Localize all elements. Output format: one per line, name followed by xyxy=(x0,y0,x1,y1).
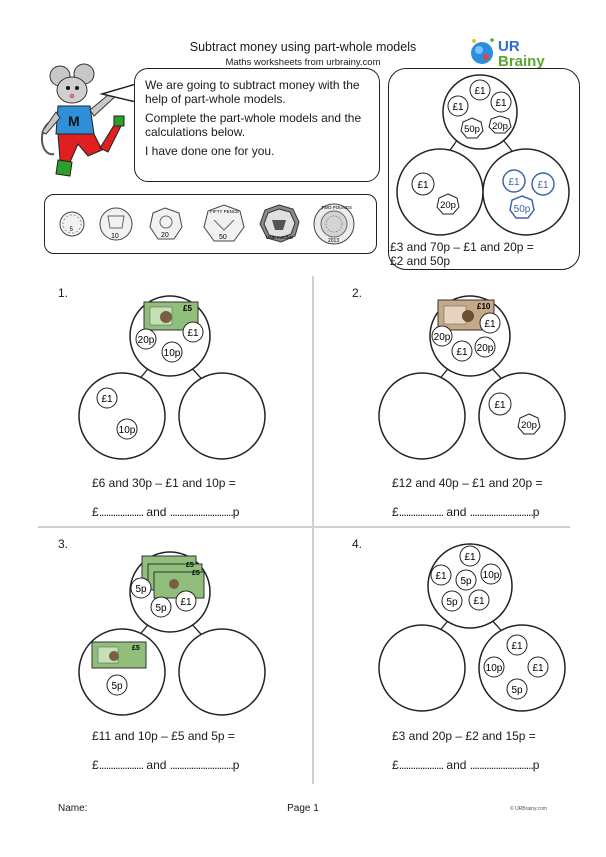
answer-line[interactable]: £................... and ...........................p xyxy=(92,758,240,772)
svg-text:£1: £1 xyxy=(101,394,113,405)
part-whole-model-q1 xyxy=(70,292,270,462)
coin xyxy=(470,80,490,100)
svg-text:£1: £1 xyxy=(484,319,496,330)
svg-text:£1: £1 xyxy=(187,328,199,339)
coin xyxy=(491,92,511,112)
coin xyxy=(456,570,476,590)
svg-text:£5: £5 xyxy=(132,645,140,652)
page-number: Page 1 xyxy=(287,803,319,814)
grid-divider-horizontal xyxy=(38,526,570,528)
answer-line[interactable]: £................... and ...........................p xyxy=(392,758,540,772)
speech-bubble xyxy=(134,68,380,182)
fifty-pence-coin xyxy=(204,205,244,241)
coin-year: 2013 xyxy=(328,238,340,244)
coin-label: TWO POUNDS xyxy=(321,205,352,210)
intro-text xyxy=(145,78,375,163)
coin xyxy=(507,679,527,699)
equation: £3 and 20p – £2 and 15p = xyxy=(392,729,536,743)
coin xyxy=(489,116,511,133)
svg-text:5p: 5p xyxy=(446,597,458,608)
coin xyxy=(510,196,534,218)
coin xyxy=(518,414,540,434)
coin xyxy=(151,597,171,617)
equation: £6 and 30p – £1 and 10p = xyxy=(92,476,236,490)
svg-text:£1: £1 xyxy=(473,596,485,607)
svg-text:£1: £1 xyxy=(464,552,476,563)
coin xyxy=(131,578,151,598)
answer-line[interactable]: £................... and ...........................p xyxy=(392,505,540,519)
example-part-whole-model xyxy=(388,68,580,238)
svg-text:£1: £1 xyxy=(537,180,549,191)
answer-line[interactable]: £................... and ...........................p xyxy=(92,505,240,519)
svg-text:5p: 5p xyxy=(111,681,123,692)
logo-text-bottom: Brainy xyxy=(498,53,545,70)
two-pound-coin xyxy=(314,204,354,244)
part-circle-left[interactable] xyxy=(379,625,465,711)
coin-label: 10 xyxy=(111,233,119,240)
question-number: 1. xyxy=(58,286,69,300)
question-number: 4. xyxy=(352,537,363,551)
svg-text:20p: 20p xyxy=(440,200,456,211)
svg-text:20p: 20p xyxy=(433,332,451,343)
svg-text:£1: £1 xyxy=(452,102,464,113)
part-circle-left[interactable] xyxy=(379,373,465,459)
logo-text-top: UR xyxy=(498,38,520,55)
coin-label: 5 xyxy=(69,227,73,233)
coin xyxy=(460,546,480,566)
banknote xyxy=(92,642,146,668)
coin xyxy=(461,118,483,138)
svg-text:20p: 20p xyxy=(521,420,537,431)
part-circle-left xyxy=(397,149,483,235)
svg-text:50p: 50p xyxy=(513,204,531,215)
coin xyxy=(107,675,127,695)
coin xyxy=(481,564,501,584)
coin xyxy=(489,393,511,415)
question-number: 2. xyxy=(352,286,363,300)
coin xyxy=(176,591,196,611)
svg-text:£10: £10 xyxy=(477,302,491,311)
coin xyxy=(117,419,137,439)
coin-label: ONE POUND xyxy=(266,235,294,240)
svg-text:10p: 10p xyxy=(163,348,181,359)
globe-icon xyxy=(471,42,493,64)
coin xyxy=(162,342,182,362)
svg-text:20p: 20p xyxy=(492,121,508,132)
svg-text:£1: £1 xyxy=(435,571,447,582)
coin-reference-strip xyxy=(44,194,377,254)
svg-text:£1: £1 xyxy=(417,180,429,191)
svg-text:5p: 5p xyxy=(511,685,523,696)
svg-text:50p: 50p xyxy=(464,124,480,135)
copyright: © URBrainy.com xyxy=(510,806,547,812)
coin xyxy=(452,341,472,361)
question-number: 3. xyxy=(58,537,69,551)
coin xyxy=(183,322,203,342)
svg-text:10p: 10p xyxy=(482,570,500,581)
part-circle-left[interactable] xyxy=(79,373,165,459)
svg-text:£1: £1 xyxy=(456,347,468,358)
page-title: Subtract money using part-whole models xyxy=(189,40,417,54)
svg-text:£1: £1 xyxy=(474,86,486,97)
coin xyxy=(528,657,548,677)
page-subtitle: Maths worksheets from urbrainy.com xyxy=(225,57,381,68)
one-pound-coin xyxy=(260,205,299,242)
urbrainy-logo xyxy=(468,33,568,71)
coin-top-text: FIFTY PENCE xyxy=(210,209,240,214)
part-circle-right[interactable] xyxy=(179,373,265,459)
coin xyxy=(97,388,117,408)
coin xyxy=(442,591,462,611)
equation: £11 and 10p – £5 and 5p = xyxy=(92,729,235,743)
svg-text:£5: £5 xyxy=(183,304,192,313)
mascot-shirt-letter: M xyxy=(68,113,80,129)
coin xyxy=(532,173,554,195)
intro-line: Complete the part-whole models and the calculations below. xyxy=(145,111,362,139)
coin xyxy=(448,96,468,116)
svg-text:£1: £1 xyxy=(532,663,544,674)
coin xyxy=(503,170,525,192)
svg-text:£1: £1 xyxy=(495,98,507,109)
coin xyxy=(484,657,504,677)
part-circle-right[interactable] xyxy=(179,629,265,715)
svg-text:5p: 5p xyxy=(460,576,472,587)
coin xyxy=(412,173,434,195)
svg-text:5p: 5p xyxy=(155,603,167,614)
five-pence-coin xyxy=(60,212,84,236)
part-whole-model-q4 xyxy=(370,540,570,715)
intro-line: I have done one for you. xyxy=(145,144,275,158)
coin xyxy=(437,194,459,214)
intro-line: We are going to subtract money with the help of part-whole models. xyxy=(145,78,360,106)
svg-text:5p: 5p xyxy=(135,584,147,595)
svg-text:10p: 10p xyxy=(118,425,136,436)
grid-divider-vertical xyxy=(312,276,314,784)
coin xyxy=(136,329,156,349)
svg-text:20p: 20p xyxy=(476,343,494,354)
coin xyxy=(432,326,452,346)
part-whole-model-q3 xyxy=(70,548,270,718)
svg-text:£1: £1 xyxy=(494,400,506,411)
coin-label: 50 xyxy=(219,234,227,241)
svg-text:£1: £1 xyxy=(508,177,520,188)
coin xyxy=(469,590,489,610)
coin xyxy=(475,337,495,357)
coin xyxy=(480,313,500,333)
coin-label: 20 xyxy=(161,232,169,239)
example-answer: £2 and 50p xyxy=(390,254,451,268)
svg-text:£1: £1 xyxy=(511,641,523,652)
svg-text:£1: £1 xyxy=(180,597,192,608)
svg-text:£5: £5 xyxy=(192,570,200,577)
name-label: Name: xyxy=(58,803,88,814)
coin xyxy=(431,565,451,585)
twenty-pence-coin xyxy=(150,208,182,239)
part-whole-model-q2 xyxy=(370,292,570,462)
svg-text:£5: £5 xyxy=(186,562,194,569)
svg-text:20p: 20p xyxy=(137,335,155,346)
part-circle-right[interactable] xyxy=(479,373,565,459)
part-circle-right xyxy=(483,149,569,235)
example-equation: £3 and 70p – £1 and 20p = xyxy=(390,240,534,254)
svg-text:10p: 10p xyxy=(485,663,503,674)
ten-pence-coin xyxy=(100,208,132,240)
equation: £12 and 40p – £1 and 20p = xyxy=(392,476,543,490)
coin xyxy=(507,635,527,655)
